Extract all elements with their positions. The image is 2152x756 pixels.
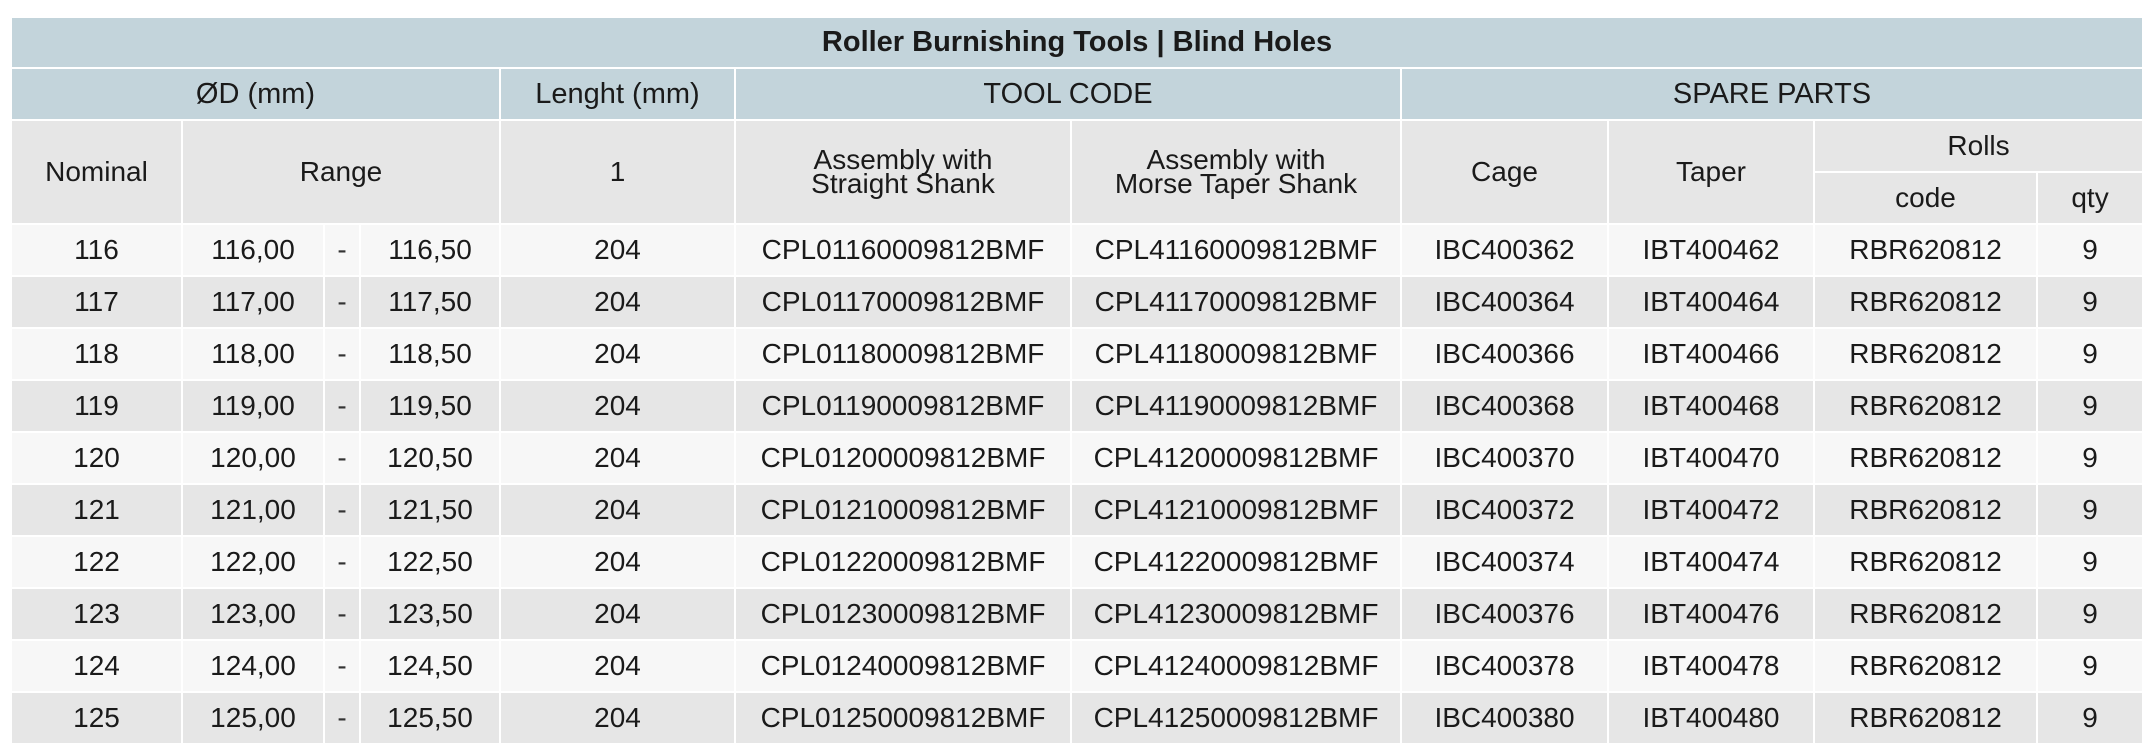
cell-rolls-qty: 9 xyxy=(2037,640,2143,692)
cell-taper: IBT400462 xyxy=(1608,224,1814,276)
table-row xyxy=(11,484,2143,536)
cell-nominal: 117 xyxy=(11,276,182,328)
cell-cage: IBC400372 xyxy=(1401,484,1608,536)
cell-rolls-code: RBR620812 xyxy=(1814,380,2037,432)
cell-straight-shank-code: CPL01250009812BMF xyxy=(735,692,1071,744)
cell-length: 204 xyxy=(500,328,735,380)
cell-range-min: 118,00 xyxy=(182,328,324,380)
cell-nominal: 122 xyxy=(11,536,182,588)
cell-range-separator: - xyxy=(324,224,360,276)
cell-taper: IBT400464 xyxy=(1608,276,1814,328)
cell-cage: IBC400364 xyxy=(1401,276,1608,328)
cell-rolls-code: RBR620812 xyxy=(1814,640,2037,692)
header-straight-shank-line1: Assembly with xyxy=(813,144,993,175)
header-range: Range xyxy=(182,120,500,224)
header-cage: Cage xyxy=(1401,120,1608,224)
cell-taper: IBT400466 xyxy=(1608,328,1814,380)
cell-taper: IBT400468 xyxy=(1608,380,1814,432)
header-length: Lenght (mm) xyxy=(500,68,735,120)
cell-rolls-code: RBR620812 xyxy=(1814,484,2037,536)
cell-range-max: 120,50 xyxy=(360,432,500,484)
cell-range-max: 122,50 xyxy=(360,536,500,588)
cell-taper: IBT400470 xyxy=(1608,432,1814,484)
cell-range-min: 117,00 xyxy=(182,276,324,328)
cell-length: 204 xyxy=(500,484,735,536)
cell-rolls-qty: 9 xyxy=(2037,484,2143,536)
cell-range-max: 123,50 xyxy=(360,588,500,640)
table-row xyxy=(11,432,2143,484)
cell-straight-shank-code: CPL01200009812BMF xyxy=(735,432,1071,484)
cell-length: 204 xyxy=(500,380,735,432)
cell-morse-taper-code: CPL41180009812BMF xyxy=(1071,328,1401,380)
header-diameter: ØD (mm) xyxy=(11,68,500,120)
header-morse-line1: Assembly with xyxy=(1146,144,1326,175)
cell-straight-shank-code: CPL01160009812BMF xyxy=(735,224,1071,276)
table-row xyxy=(11,692,2143,744)
cell-nominal: 123 xyxy=(11,588,182,640)
cell-range-min: 122,00 xyxy=(182,536,324,588)
cell-morse-taper-code: CPL41170009812BMF xyxy=(1071,276,1401,328)
cell-rolls-code: RBR620812 xyxy=(1814,536,2037,588)
cell-range-separator: - xyxy=(324,536,360,588)
table-row xyxy=(11,588,2143,640)
cell-rolls-code: RBR620812 xyxy=(1814,224,2037,276)
cell-rolls-code: RBR620812 xyxy=(1814,692,2037,744)
cell-straight-shank-code: CPL01190009812BMF xyxy=(735,380,1071,432)
cell-nominal: 121 xyxy=(11,484,182,536)
cell-taper: IBT400476 xyxy=(1608,588,1814,640)
cell-length: 204 xyxy=(500,276,735,328)
cell-straight-shank-code: CPL01210009812BMF xyxy=(735,484,1071,536)
cell-range-max: 118,50 xyxy=(360,328,500,380)
cell-length: 204 xyxy=(500,432,735,484)
table-row xyxy=(11,380,2143,432)
product-table-container xyxy=(10,16,2142,745)
cell-rolls-qty: 9 xyxy=(2037,276,2143,328)
table-body xyxy=(11,224,2143,744)
cell-range-max: 125,50 xyxy=(360,692,500,744)
cell-rolls-qty: 9 xyxy=(2037,224,2143,276)
cell-rolls-code: RBR620812 xyxy=(1814,328,2037,380)
cell-rolls-code: RBR620812 xyxy=(1814,588,2037,640)
cell-range-max: 116,50 xyxy=(360,224,500,276)
cell-rolls-qty: 9 xyxy=(2037,588,2143,640)
cell-range-separator: - xyxy=(324,484,360,536)
cell-rolls-qty: 9 xyxy=(2037,432,2143,484)
cell-range-min: 116,00 xyxy=(182,224,324,276)
table-row xyxy=(11,224,2143,276)
header-rolls-code: code xyxy=(1814,172,2037,224)
cell-cage: IBC400374 xyxy=(1401,536,1608,588)
cell-rolls-code: RBR620812 xyxy=(1814,276,2037,328)
header-length-value: 1 xyxy=(500,120,735,224)
cell-rolls-code: RBR620812 xyxy=(1814,432,2037,484)
cell-range-max: 119,50 xyxy=(360,380,500,432)
header-spare-parts: SPARE PARTS xyxy=(1401,68,2143,120)
header-nominal: Nominal xyxy=(11,120,182,224)
cell-straight-shank-code: CPL01170009812BMF xyxy=(735,276,1071,328)
cell-nominal: 124 xyxy=(11,640,182,692)
header-straight-shank xyxy=(735,120,1071,224)
cell-length: 204 xyxy=(500,640,735,692)
cell-nominal: 125 xyxy=(11,692,182,744)
cell-nominal: 116 xyxy=(11,224,182,276)
cell-morse-taper-code: CPL41240009812BMF xyxy=(1071,640,1401,692)
cell-range-separator: - xyxy=(324,692,360,744)
cell-taper: IBT400480 xyxy=(1608,692,1814,744)
cell-nominal: 120 xyxy=(11,432,182,484)
cell-morse-taper-code: CPL41220009812BMF xyxy=(1071,536,1401,588)
cell-cage: IBC400380 xyxy=(1401,692,1608,744)
cell-range-min: 124,00 xyxy=(182,640,324,692)
header-taper: Taper xyxy=(1608,120,1814,224)
cell-range-min: 125,00 xyxy=(182,692,324,744)
cell-rolls-qty: 9 xyxy=(2037,536,2143,588)
cell-rolls-qty: 9 xyxy=(2037,380,2143,432)
cell-morse-taper-code: CPL41200009812BMF xyxy=(1071,432,1401,484)
cell-taper: IBT400472 xyxy=(1608,484,1814,536)
cell-range-min: 119,00 xyxy=(182,380,324,432)
cell-taper: IBT400478 xyxy=(1608,640,1814,692)
cell-range-min: 120,00 xyxy=(182,432,324,484)
header-rolls: Rolls xyxy=(1814,120,2143,172)
cell-length: 204 xyxy=(500,224,735,276)
cell-morse-taper-code: CPL41190009812BMF xyxy=(1071,380,1401,432)
cell-range-max: 121,50 xyxy=(360,484,500,536)
cell-range-separator: - xyxy=(324,276,360,328)
table-row xyxy=(11,328,2143,380)
cell-range-separator: - xyxy=(324,588,360,640)
cell-range-max: 117,50 xyxy=(360,276,500,328)
cell-range-separator: - xyxy=(324,640,360,692)
cell-nominal: 119 xyxy=(11,380,182,432)
cell-cage: IBC400378 xyxy=(1401,640,1608,692)
product-table xyxy=(10,16,2144,745)
cell-cage: IBC400368 xyxy=(1401,380,1608,432)
cell-nominal: 118 xyxy=(11,328,182,380)
table-row xyxy=(11,536,2143,588)
table-row xyxy=(11,640,2143,692)
cell-cage: IBC400366 xyxy=(1401,328,1608,380)
cell-length: 204 xyxy=(500,692,735,744)
cell-cage: IBC400362 xyxy=(1401,224,1608,276)
header-tool-code: TOOL CODE xyxy=(735,68,1401,120)
cell-length: 204 xyxy=(500,536,735,588)
header-morse-taper-shank xyxy=(1071,120,1401,224)
header-rolls-qty: qty xyxy=(2037,172,2143,224)
cell-range-min: 123,00 xyxy=(182,588,324,640)
cell-range-separator: - xyxy=(324,432,360,484)
cell-rolls-qty: 9 xyxy=(2037,692,2143,744)
cell-range-max: 124,50 xyxy=(360,640,500,692)
header-morse-line2: Morse Taper Shank xyxy=(1114,168,1358,199)
cell-morse-taper-code: CPL41210009812BMF xyxy=(1071,484,1401,536)
cell-straight-shank-code: CPL01180009812BMF xyxy=(735,328,1071,380)
cell-straight-shank-code: CPL01230009812BMF xyxy=(735,588,1071,640)
header-straight-shank-line2: Straight Shank xyxy=(811,168,995,199)
cell-rolls-qty: 9 xyxy=(2037,328,2143,380)
cell-length: 204 xyxy=(500,588,735,640)
cell-straight-shank-code: CPL01220009812BMF xyxy=(735,536,1071,588)
cell-morse-taper-code: CPL41250009812BMF xyxy=(1071,692,1401,744)
cell-morse-taper-code: CPL41160009812BMF xyxy=(1071,224,1401,276)
cell-straight-shank-code: CPL01240009812BMF xyxy=(735,640,1071,692)
cell-taper: IBT400474 xyxy=(1608,536,1814,588)
table-row xyxy=(11,276,2143,328)
table-title: Roller Burnishing Tools | Blind Holes xyxy=(11,17,2143,68)
cell-range-separator: - xyxy=(324,328,360,380)
cell-morse-taper-code: CPL41230009812BMF xyxy=(1071,588,1401,640)
cell-cage: IBC400376 xyxy=(1401,588,1608,640)
cell-range-min: 121,00 xyxy=(182,484,324,536)
cell-range-separator: - xyxy=(324,380,360,432)
cell-cage: IBC400370 xyxy=(1401,432,1608,484)
